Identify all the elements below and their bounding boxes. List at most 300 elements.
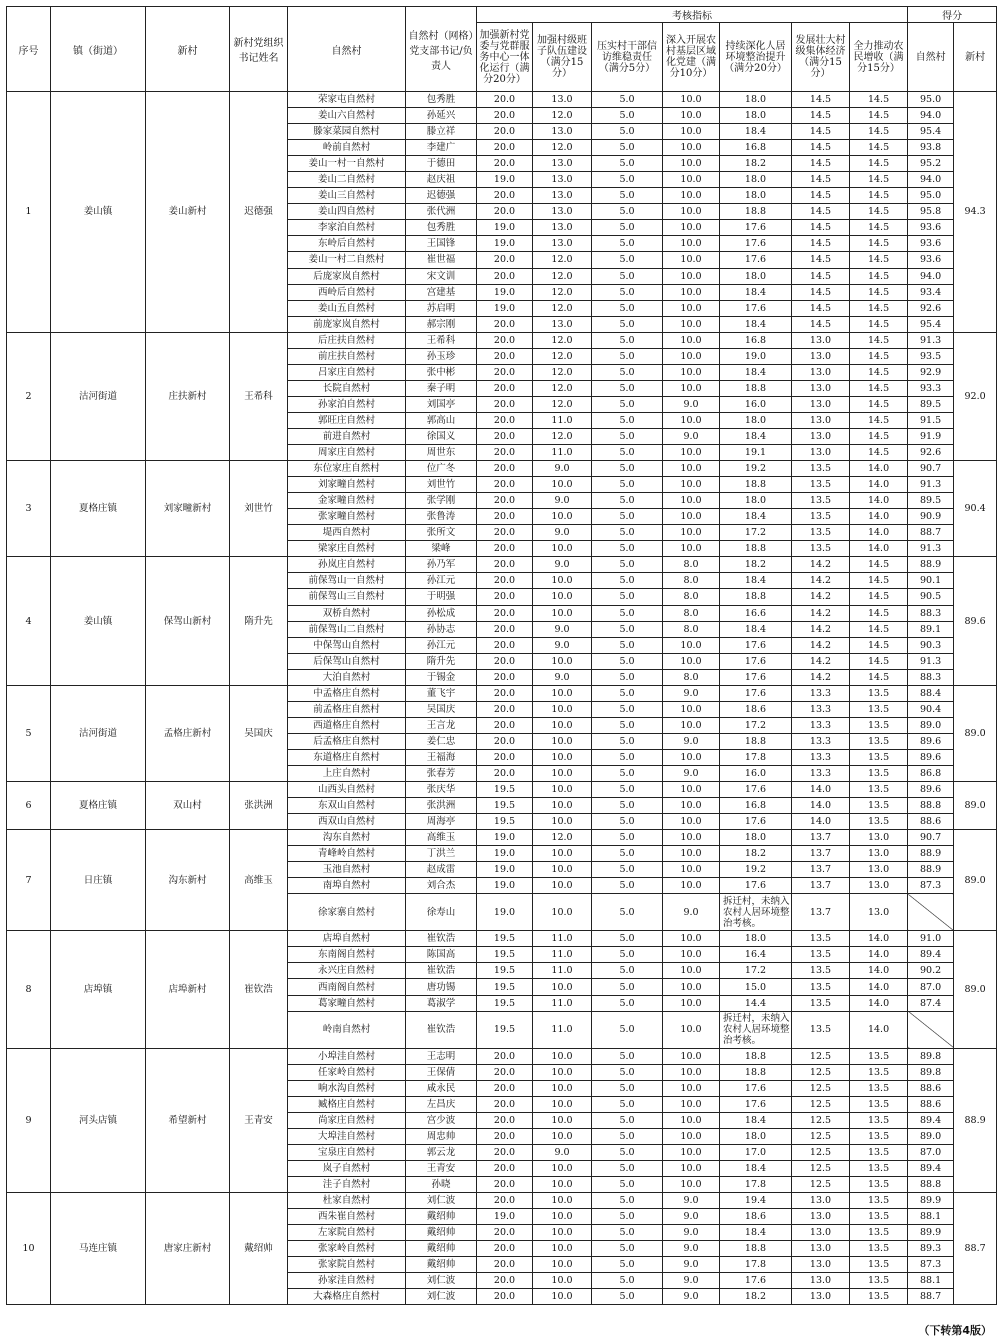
indicator-score-cell: 14.5 <box>850 364 908 380</box>
indicator-score-cell: 12.5 <box>792 1176 850 1192</box>
indicator-score-cell: 9.0 <box>663 1289 720 1305</box>
indicator-score-cell: 20.0 <box>477 364 533 380</box>
indicator-score-cell: 14.5 <box>792 284 850 300</box>
indicator-score-cell: 20.0 <box>477 1176 533 1192</box>
natural-village-cell: 姜山六自然村 <box>288 108 406 124</box>
natural-village-cell: 大泊自然村 <box>288 669 406 685</box>
indicator-score-cell: 13.0 <box>792 380 850 396</box>
indicator-score-cell: 9.0 <box>663 733 720 749</box>
indicator-score-cell: 19.5 <box>477 931 533 947</box>
person-cell: 孙江元 <box>406 573 477 589</box>
indicator-score-cell: 10.0 <box>663 509 720 525</box>
table-row <box>7 557 997 573</box>
secretary-cell: 刘世竹 <box>230 461 288 557</box>
indicator-score-cell: 20.0 <box>477 332 533 348</box>
indicator-score-cell: 11.0 <box>533 412 592 428</box>
indicator-score-cell: 14.5 <box>792 172 850 188</box>
indicator-score-cell: 20.0 <box>477 573 533 589</box>
indicator-score-cell: 10.0 <box>663 1011 720 1048</box>
natural-village-cell: 周家庄自然村 <box>288 445 406 461</box>
indicator-score-cell: 18.4 <box>720 573 792 589</box>
indicator-score-cell: 13.5 <box>792 931 850 947</box>
natural-village-cell: 南埠自然村 <box>288 878 406 894</box>
natural-village-cell: 前保驾山三自然村 <box>288 589 406 605</box>
new-village-score-cell: 90.4 <box>954 461 997 557</box>
person-cell: 戴绍帅 <box>406 1209 477 1225</box>
indicator-score-cell: 13.0 <box>792 1193 850 1209</box>
indicator-score-cell: 9.0 <box>663 1225 720 1241</box>
natural-score-cell: 89.1 <box>908 621 954 637</box>
indicator-score-cell: 18.4 <box>720 1112 792 1128</box>
indicator-score-cell: 20.0 <box>477 669 533 685</box>
indicator-score-cell: 10.0 <box>533 749 592 765</box>
natural-score-cell: 89.8 <box>908 1064 954 1080</box>
indicator-score-cell: 13.5 <box>850 782 908 798</box>
indicator-score-cell: 14.2 <box>792 557 850 573</box>
natural-score-cell: 89.4 <box>908 947 954 963</box>
indicator-score-cell: 10.0 <box>663 1144 720 1160</box>
indicator-score-cell: 5.0 <box>592 156 663 172</box>
natural-score-cell: 88.7 <box>908 1289 954 1305</box>
indicator-score-cell: 14.5 <box>792 188 850 204</box>
indicator-score-cell: 10.0 <box>663 204 720 220</box>
indicator-score-cell: 10.0 <box>663 477 720 493</box>
person-cell: 包秀胜 <box>406 92 477 108</box>
indicator-score-cell: 13.5 <box>850 1257 908 1273</box>
natural-village-cell: 梁家庄自然村 <box>288 541 406 557</box>
natural-score-cell: 89.3 <box>908 1241 954 1257</box>
indicator-score-cell: 17.6 <box>720 252 792 268</box>
natural-score-cell: 91.3 <box>908 653 954 669</box>
indicator-score-cell: 14.0 <box>850 979 908 995</box>
indicator-score-cell: 18.8 <box>720 1064 792 1080</box>
natural-village-cell: 姜山一村一自然村 <box>288 156 406 172</box>
natural-village-cell: 东道格庄自然村 <box>288 749 406 765</box>
indicator-score-cell: 13.5 <box>850 749 908 765</box>
person-cell: 孙江元 <box>406 637 477 653</box>
indicator-score-cell: 13.0 <box>533 316 592 332</box>
person-cell: 宫少波 <box>406 1112 477 1128</box>
indicator-score-cell: 18.0 <box>720 268 792 284</box>
indicator-score-cell: 10.0 <box>533 1160 592 1176</box>
indicator-score-cell: 10.0 <box>533 979 592 995</box>
indicator-score-cell: 5.0 <box>592 798 663 814</box>
natural-score-cell: 92.9 <box>908 364 954 380</box>
indicator-score-cell: 5.0 <box>592 1128 663 1144</box>
indicator-score-cell: 5.0 <box>592 830 663 846</box>
indicator-score-cell: 13.3 <box>792 765 850 781</box>
natural-score-cell: 90.3 <box>908 637 954 653</box>
indicator-score-cell: 18.4 <box>720 284 792 300</box>
indicator-score-cell: 14.5 <box>792 156 850 172</box>
indicator-score-cell: 10.0 <box>533 653 592 669</box>
indicator-score-cell: 17.2 <box>720 963 792 979</box>
indicator-score-cell: 14.5 <box>850 204 908 220</box>
town-cell: 河头店镇 <box>51 1048 146 1192</box>
indicator-score-cell: 13.0 <box>792 1241 850 1257</box>
person-cell: 崔钦浩 <box>406 931 477 947</box>
indicator-score-cell: 5.0 <box>592 332 663 348</box>
indicator-score-cell: 13.0 <box>792 1225 850 1241</box>
indicator-score-cell: 13.0 <box>792 412 850 428</box>
natural-score-cell: 91.9 <box>908 428 954 444</box>
natural-score-cell: 94.0 <box>908 108 954 124</box>
indicator-score-cell: 20.0 <box>477 461 533 477</box>
indicator-score-cell: 20.0 <box>477 348 533 364</box>
new-village-cell: 刘家疃新村 <box>146 461 230 557</box>
indicator-score-cell: 14.0 <box>850 963 908 979</box>
indicator-score-cell: 14.5 <box>792 124 850 140</box>
natural-village-cell: 张家院自然村 <box>288 1257 406 1273</box>
header-indicator: 加强新村党委与党群服务中心一体化运行（满分20分） <box>477 23 533 92</box>
indicator-score-cell: 13.5 <box>792 979 850 995</box>
indicator-score-cell: 10.0 <box>533 1048 592 1064</box>
natural-score-cell: 88.6 <box>908 814 954 830</box>
indicator-score-cell: 5.0 <box>592 220 663 236</box>
indicator-score-cell: 13.5 <box>850 733 908 749</box>
natural-score-cell: 93.3 <box>908 380 954 396</box>
empty-score-slash <box>908 1011 954 1048</box>
indicator-score-cell: 20.0 <box>477 1225 533 1241</box>
indicator-score-cell: 5.0 <box>592 1257 663 1273</box>
natural-score-cell: 90.7 <box>908 461 954 477</box>
indicator-score-cell: 10.0 <box>663 947 720 963</box>
indicator-score-cell: 13.5 <box>850 1209 908 1225</box>
indicator-score-cell: 17.8 <box>720 749 792 765</box>
secretary-cell: 王青安 <box>230 1048 288 1192</box>
indicator-score-cell: 20.0 <box>477 525 533 541</box>
indicator-score-cell: 10.0 <box>533 894 592 931</box>
indicator-score-cell: 20.0 <box>477 252 533 268</box>
indicator-score-cell: 18.2 <box>720 557 792 573</box>
indicator-score-cell: 18.4 <box>720 316 792 332</box>
table-row <box>7 332 997 348</box>
indicator-score-cell: 13.5 <box>850 1176 908 1192</box>
natural-score-cell: 95.2 <box>908 156 954 172</box>
indicator-score-cell: 13.5 <box>850 1225 908 1241</box>
natural-score-cell: 91.3 <box>908 477 954 493</box>
indicator-score-cell: 20.0 <box>477 1160 533 1176</box>
seq-cell: 2 <box>7 332 51 460</box>
natural-village-cell: 滕家菜园自然村 <box>288 124 406 140</box>
indicator-score-cell: 12.0 <box>533 300 592 316</box>
natural-village-cell: 西道格庄自然村 <box>288 717 406 733</box>
indicator-score-cell: 13.5 <box>850 798 908 814</box>
indicator-score-cell: 17.6 <box>720 685 792 701</box>
natural-village-cell: 杜家自然村 <box>288 1193 406 1209</box>
person-cell: 赵庆祖 <box>406 172 477 188</box>
indicator-score-cell: 16.8 <box>720 798 792 814</box>
indicator-score-cell: 10.0 <box>663 878 720 894</box>
new-village-cell: 沟东新村 <box>146 830 230 931</box>
natural-score-cell: 87.3 <box>908 878 954 894</box>
indicator-score-cell: 20.0 <box>477 1193 533 1209</box>
new-village-score-cell: 94.3 <box>954 92 997 333</box>
natural-score-cell: 91.0 <box>908 931 954 947</box>
indicator-score-cell: 20.0 <box>477 124 533 140</box>
natural-village-cell: 后庄扶自然村 <box>288 332 406 348</box>
indicator-score-cell: 20.0 <box>477 509 533 525</box>
indicator-score-cell: 18.4 <box>720 124 792 140</box>
indicator-score-cell: 10.0 <box>663 268 720 284</box>
indicator-score-cell: 5.0 <box>592 995 663 1011</box>
indicator-score-cell: 5.0 <box>592 204 663 220</box>
indicator-score-cell: 13.5 <box>850 1112 908 1128</box>
indicator-score-cell: 12.5 <box>792 1144 850 1160</box>
person-cell: 徐国义 <box>406 428 477 444</box>
indicator-score-cell: 5.0 <box>592 1209 663 1225</box>
person-cell: 王国锋 <box>406 236 477 252</box>
indicator-score-cell: 5.0 <box>592 1064 663 1080</box>
indicator-score-cell: 19.2 <box>720 862 792 878</box>
indicator-score-cell: 5.0 <box>592 947 663 963</box>
indicator-score-cell: 5.0 <box>592 1011 663 1048</box>
indicator-score-cell: 19.5 <box>477 979 533 995</box>
indicator-score-cell: 13.0 <box>792 1257 850 1273</box>
indicator-score-cell: 5.0 <box>592 525 663 541</box>
natural-village-cell: 青峰岭自然村 <box>288 846 406 862</box>
indicator-score-cell: 5.0 <box>592 509 663 525</box>
indicator-score-cell: 5.0 <box>592 1176 663 1192</box>
exemption-note: 拆迁村，未纳入农村人居环境整治考核。 <box>720 894 792 931</box>
indicator-score-cell: 5.0 <box>592 252 663 268</box>
indicator-score-cell: 19.0 <box>720 348 792 364</box>
indicator-score-cell: 18.8 <box>720 541 792 557</box>
natural-score-cell: 89.4 <box>908 1112 954 1128</box>
indicator-score-cell: 8.0 <box>663 557 720 573</box>
indicator-score-cell: 14.0 <box>792 798 850 814</box>
indicator-score-cell: 10.0 <box>663 412 720 428</box>
natural-score-cell: 86.8 <box>908 765 954 781</box>
indicator-score-cell: 14.5 <box>850 605 908 621</box>
indicator-score-cell: 14.5 <box>850 188 908 204</box>
indicator-score-cell: 5.0 <box>592 445 663 461</box>
natural-village-cell: 张家岭自然村 <box>288 1241 406 1257</box>
natural-score-cell: 90.2 <box>908 963 954 979</box>
person-cell: 赵成雷 <box>406 862 477 878</box>
indicator-score-cell: 13.3 <box>792 749 850 765</box>
indicator-score-cell: 5.0 <box>592 1193 663 1209</box>
indicator-score-cell: 12.5 <box>792 1160 850 1176</box>
new-village-cell: 店埠新村 <box>146 931 230 1048</box>
town-cell: 日庄镇 <box>51 830 146 931</box>
person-cell: 张中彬 <box>406 364 477 380</box>
natural-score-cell: 89.9 <box>908 1225 954 1241</box>
indicator-score-cell: 18.0 <box>720 412 792 428</box>
indicator-score-cell: 10.0 <box>663 995 720 1011</box>
indicator-score-cell: 19.0 <box>477 236 533 252</box>
indicator-score-cell: 18.8 <box>720 1048 792 1064</box>
person-cell: 崔钦浩 <box>406 963 477 979</box>
indicator-score-cell: 17.2 <box>720 717 792 733</box>
indicator-score-cell: 18.8 <box>720 477 792 493</box>
indicator-score-cell: 14.5 <box>850 236 908 252</box>
indicator-score-cell: 18.8 <box>720 589 792 605</box>
indicator-score-cell: 13.7 <box>792 894 850 931</box>
indicator-score-cell: 10.0 <box>663 830 720 846</box>
natural-village-cell: 荣家屯自然村 <box>288 92 406 108</box>
person-cell: 高维玉 <box>406 830 477 846</box>
indicator-score-cell: 10.0 <box>663 92 720 108</box>
indicator-score-cell: 14.5 <box>792 300 850 316</box>
indicator-score-cell: 13.0 <box>850 878 908 894</box>
indicator-score-cell: 10.0 <box>663 140 720 156</box>
indicator-score-cell: 20.0 <box>477 1080 533 1096</box>
indicator-score-cell: 14.0 <box>792 814 850 830</box>
indicator-score-cell: 10.0 <box>663 814 720 830</box>
indicator-score-cell: 10.0 <box>663 124 720 140</box>
indicator-score-cell: 10.0 <box>663 220 720 236</box>
indicator-score-cell: 5.0 <box>592 1241 663 1257</box>
indicator-score-cell: 10.0 <box>533 878 592 894</box>
indicator-score-cell: 13.5 <box>850 1193 908 1209</box>
continued-note: （下转第4版） <box>918 1324 992 1337</box>
natural-village-cell: 刘家疃自然村 <box>288 477 406 493</box>
indicator-score-cell: 12.5 <box>792 1048 850 1064</box>
indicator-score-cell: 14.2 <box>792 573 850 589</box>
header-indicator: 压实村干部信访维稳责任（满分5分） <box>592 23 663 92</box>
indicator-score-cell: 19.2 <box>720 461 792 477</box>
indicator-score-cell: 14.5 <box>792 220 850 236</box>
header-indicators-group: 考核指标 <box>477 7 908 23</box>
natural-score-cell: 89.4 <box>908 1160 954 1176</box>
indicator-score-cell: 10.0 <box>533 605 592 621</box>
indicator-score-cell: 10.0 <box>663 300 720 316</box>
indicator-score-cell: 10.0 <box>533 798 592 814</box>
person-cell: 张庆华 <box>406 782 477 798</box>
indicator-score-cell: 20.0 <box>477 493 533 509</box>
indicator-score-cell: 5.0 <box>592 963 663 979</box>
indicator-score-cell: 12.5 <box>792 1112 850 1128</box>
indicator-score-cell: 13.0 <box>533 124 592 140</box>
exemption-note: 拆迁村，未纳入农村人居环境整治考核。 <box>720 1011 792 1048</box>
indicator-score-cell: 17.6 <box>720 1273 792 1289</box>
person-cell: 张所文 <box>406 525 477 541</box>
indicator-score-cell: 12.5 <box>792 1128 850 1144</box>
indicator-score-cell: 18.8 <box>720 733 792 749</box>
indicator-score-cell: 10.0 <box>663 188 720 204</box>
person-cell: 王保倩 <box>406 1064 477 1080</box>
new-village-score-cell: 89.0 <box>954 830 997 931</box>
indicator-score-cell: 11.0 <box>533 1011 592 1048</box>
indicator-score-cell: 15.0 <box>720 979 792 995</box>
indicator-score-cell: 10.0 <box>663 316 720 332</box>
indicator-score-cell: 18.0 <box>720 92 792 108</box>
indicator-score-cell: 14.0 <box>850 995 908 1011</box>
header-person-in-charge: 自然村（网格）党支部书记/负责人 <box>406 7 477 92</box>
indicator-score-cell: 5.0 <box>592 701 663 717</box>
indicator-score-cell: 12.0 <box>533 380 592 396</box>
indicator-score-cell: 9.0 <box>663 1241 720 1257</box>
indicator-score-cell: 14.2 <box>792 605 850 621</box>
indicator-score-cell: 20.0 <box>477 316 533 332</box>
person-cell: 王青安 <box>406 1160 477 1176</box>
indicator-score-cell: 10.0 <box>663 846 720 862</box>
indicator-score-cell: 12.5 <box>792 1096 850 1112</box>
indicator-score-cell: 13.7 <box>792 862 850 878</box>
person-cell: 陈国高 <box>406 947 477 963</box>
indicator-score-cell: 20.0 <box>477 749 533 765</box>
indicator-score-cell: 16.0 <box>720 396 792 412</box>
person-cell: 姜仁忠 <box>406 733 477 749</box>
indicator-score-cell: 5.0 <box>592 124 663 140</box>
natural-village-cell: 前庄扶自然村 <box>288 348 406 364</box>
indicator-score-cell: 13.5 <box>850 1128 908 1144</box>
person-cell: 张鲁涛 <box>406 509 477 525</box>
secretary-cell: 戴绍帅 <box>230 1193 288 1305</box>
indicator-score-cell: 17.6 <box>720 637 792 653</box>
indicator-score-cell: 9.0 <box>663 894 720 931</box>
indicator-score-cell: 13.5 <box>792 947 850 963</box>
indicator-score-cell: 14.5 <box>792 140 850 156</box>
indicator-score-cell: 9.0 <box>533 1144 592 1160</box>
indicator-score-cell: 13.5 <box>850 1241 908 1257</box>
indicator-score-cell: 18.0 <box>720 931 792 947</box>
natural-village-cell: 后孟格庄自然村 <box>288 733 406 749</box>
indicator-score-cell: 5.0 <box>592 268 663 284</box>
indicator-score-cell: 10.0 <box>663 525 720 541</box>
indicator-score-cell: 10.0 <box>663 445 720 461</box>
indicator-score-cell: 13.5 <box>850 685 908 701</box>
indicator-score-cell: 14.5 <box>792 236 850 252</box>
indicator-score-cell: 10.0 <box>533 1096 592 1112</box>
natural-village-cell: 中孟格庄自然村 <box>288 685 406 701</box>
indicator-score-cell: 20.0 <box>477 1112 533 1128</box>
indicator-score-cell: 20.0 <box>477 653 533 669</box>
indicator-score-cell: 14.5 <box>792 92 850 108</box>
indicator-score-cell: 9.0 <box>533 525 592 541</box>
indicator-score-cell: 9.0 <box>663 396 720 412</box>
indicator-score-cell: 17.6 <box>720 878 792 894</box>
secretary-cell: 高维玉 <box>230 830 288 931</box>
person-cell: 宫建基 <box>406 284 477 300</box>
indicator-score-cell: 10.0 <box>663 156 720 172</box>
indicator-score-cell: 13.3 <box>792 685 850 701</box>
indicator-score-cell: 9.0 <box>663 428 720 444</box>
person-cell: 刘仁波 <box>406 1289 477 1305</box>
new-village-cell: 希望新村 <box>146 1048 230 1192</box>
indicator-score-cell: 13.0 <box>850 830 908 846</box>
indicator-score-cell: 14.5 <box>850 92 908 108</box>
indicator-score-cell: 13.0 <box>533 236 592 252</box>
indicator-score-cell: 13.5 <box>850 1160 908 1176</box>
indicator-score-cell: 13.5 <box>792 1011 850 1048</box>
natural-village-cell: 大森格庄自然村 <box>288 1289 406 1305</box>
indicator-score-cell: 13.5 <box>792 477 850 493</box>
indicator-score-cell: 12.5 <box>792 1080 850 1096</box>
table-row <box>7 685 997 701</box>
indicator-score-cell: 20.0 <box>477 557 533 573</box>
natural-score-cell: 93.6 <box>908 252 954 268</box>
natural-village-cell: 东双山自然村 <box>288 798 406 814</box>
seq-cell: 7 <box>7 830 51 931</box>
indicator-score-cell: 10.0 <box>663 1176 720 1192</box>
indicator-score-cell: 5.0 <box>592 814 663 830</box>
indicator-score-cell: 20.0 <box>477 733 533 749</box>
indicator-score-cell: 9.0 <box>533 493 592 509</box>
indicator-score-cell: 17.6 <box>720 300 792 316</box>
indicator-score-cell: 14.2 <box>792 621 850 637</box>
natural-village-cell: 玉池自然村 <box>288 862 406 878</box>
indicator-score-cell: 14.5 <box>850 220 908 236</box>
indicator-score-cell: 8.0 <box>663 589 720 605</box>
indicator-score-cell: 5.0 <box>592 557 663 573</box>
natural-village-cell: 西朱崔自然村 <box>288 1209 406 1225</box>
natural-score-cell: 93.5 <box>908 348 954 364</box>
indicator-score-cell: 10.0 <box>533 1193 592 1209</box>
indicator-score-cell: 13.0 <box>792 396 850 412</box>
natural-village-cell: 中保驾山自然村 <box>288 637 406 653</box>
